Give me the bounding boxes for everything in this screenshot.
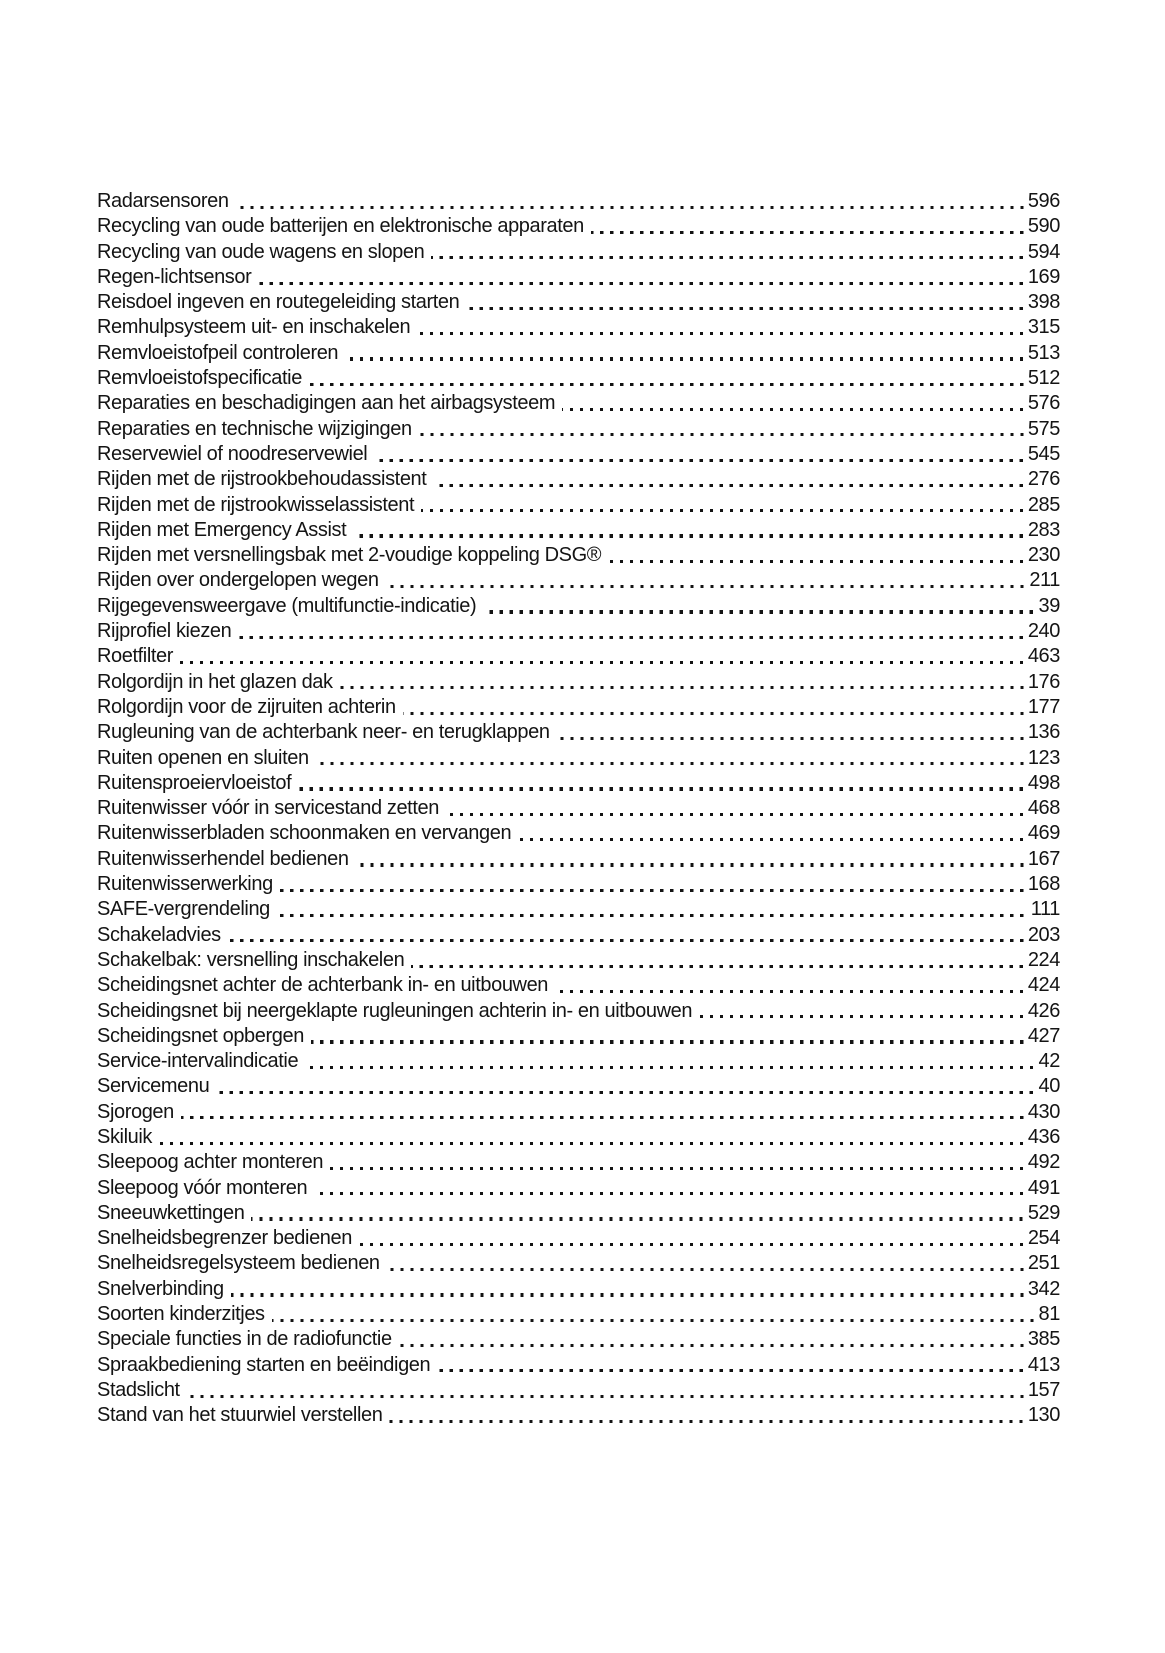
index-entry-page-number: 40 bbox=[1038, 1075, 1060, 1098]
index-entry-page-number: 42 bbox=[1038, 1050, 1060, 1073]
dot-leader bbox=[280, 889, 1025, 892]
dot-leader bbox=[238, 636, 1024, 639]
index-entry-page-number: 123 bbox=[1027, 746, 1060, 769]
index-entry-page-number: 342 bbox=[1027, 1277, 1060, 1300]
index-entry-title: Rijden met Emergency Assist bbox=[97, 518, 347, 541]
index-entry-row bbox=[97, 670, 1060, 695]
dot-leader bbox=[433, 484, 1024, 487]
dot-leader bbox=[181, 1116, 1025, 1119]
dot-leader bbox=[311, 1040, 1025, 1043]
index-entry-title: Sleepoog achter monteren bbox=[97, 1151, 324, 1174]
index-entry-page-number: 424 bbox=[1027, 974, 1060, 997]
index-entry-page-number: 512 bbox=[1027, 367, 1060, 390]
dot-leader bbox=[403, 712, 1025, 715]
index-entry-row bbox=[97, 1353, 1060, 1378]
dot-leader bbox=[399, 1344, 1025, 1347]
index-entry-row bbox=[97, 1024, 1060, 1049]
index-entry-page-number: 385 bbox=[1027, 1328, 1060, 1351]
dot-leader bbox=[228, 939, 1025, 942]
index-entry-row bbox=[97, 467, 1060, 492]
index-entry-page-number: 545 bbox=[1027, 442, 1060, 465]
dot-leader bbox=[305, 1066, 1035, 1069]
index-entry-title: Radarsensoren bbox=[97, 190, 229, 212]
index-entry-title: Snelverbinding bbox=[97, 1277, 224, 1300]
index-entry-row bbox=[97, 948, 1060, 973]
index-entry-title: Scheidingsnet bij neergeklapte rugleuningen achterin in- en uitbouwen bbox=[97, 999, 693, 1022]
index-entry-page-number: 251 bbox=[1027, 1252, 1060, 1275]
index-entry-page-number: 211 bbox=[1029, 569, 1060, 592]
index-entry-title: Regen-lichtsensor bbox=[97, 265, 252, 288]
index-entry-title: Reisdoel ingeven en routegeleiding starten bbox=[97, 291, 460, 314]
index-entry-page-number: 111 bbox=[1030, 898, 1060, 921]
dot-leader bbox=[387, 1268, 1025, 1271]
dot-leader bbox=[421, 509, 1025, 512]
index-entry-page-number: 276 bbox=[1027, 468, 1060, 491]
index-entry-title: Remvloeistofspecificatie bbox=[97, 367, 302, 390]
index-entry-title: Ruitensproeiervloeistof bbox=[97, 771, 292, 794]
index-entry-page-number: 436 bbox=[1027, 1125, 1060, 1148]
index-entry-row bbox=[97, 442, 1060, 467]
dot-leader bbox=[446, 813, 1025, 816]
index-entry-title: Rolgordijn in het glazen dak bbox=[97, 670, 333, 693]
index-entry-row bbox=[97, 214, 1060, 239]
dot-leader bbox=[555, 990, 1025, 993]
dot-leader bbox=[699, 1015, 1025, 1018]
dot-leader bbox=[518, 838, 1025, 841]
index-entry-row bbox=[97, 872, 1060, 897]
index-entry-row bbox=[97, 290, 1060, 315]
index-entry-page-number: 596 bbox=[1027, 190, 1060, 212]
index-entry-page-number: 81 bbox=[1038, 1303, 1060, 1326]
index-entry-row bbox=[97, 518, 1060, 543]
index-entry-page-number: 230 bbox=[1027, 544, 1060, 567]
dot-leader bbox=[277, 914, 1028, 917]
dot-leader bbox=[431, 256, 1024, 259]
dot-leader bbox=[316, 762, 1025, 765]
dot-leader bbox=[417, 332, 1025, 335]
index-entry-title: Sleepoog vóór monteren bbox=[97, 1176, 308, 1199]
index-entry-row bbox=[97, 341, 1060, 366]
index-entry-title: Ruitenwisserbladen schoonmaken en vervangen bbox=[97, 822, 512, 845]
index-entry-title: Schakelbak: versnelling inschakelen bbox=[97, 948, 405, 971]
index-entry-row bbox=[97, 619, 1060, 644]
index-entry-row bbox=[97, 543, 1060, 568]
dot-leader bbox=[356, 863, 1025, 866]
index-entry-page-number: 177 bbox=[1027, 695, 1060, 718]
index-entry-title: Roetfilter bbox=[97, 645, 174, 668]
index-entry-row bbox=[97, 695, 1060, 720]
index-entry-title: Rijgegevensweergave (multifunctie-indicatie) bbox=[97, 594, 477, 617]
index-entry-title: Rijden over ondergelopen wegen bbox=[97, 569, 379, 592]
index-entry-title: Reservewiel of noodreservewiel bbox=[97, 442, 368, 465]
index-entry-title: Scheidingsnet achter de achterbank in- en uitbouwen bbox=[97, 974, 549, 997]
dot-leader bbox=[216, 1091, 1035, 1094]
index-entry-page-number: 491 bbox=[1027, 1176, 1060, 1199]
index-entry-title: Snelheidsbegrenzer bedienen bbox=[97, 1227, 352, 1250]
index-entry-title: Rijden met de rijstrookbehoudassistent bbox=[97, 468, 427, 491]
index-entry-row bbox=[97, 1100, 1060, 1125]
index-entry-title: Rolgordijn voor de zijruiten achterin bbox=[97, 695, 396, 718]
index-entry-page-number: 39 bbox=[1038, 594, 1060, 617]
dot-leader bbox=[562, 408, 1025, 411]
index-entry-title: Rijden met versnellingsbak met 2-voudige koppeling DSG® bbox=[97, 544, 602, 567]
dot-leader bbox=[437, 1369, 1025, 1372]
index-entry-row bbox=[97, 240, 1060, 265]
index-entry-row bbox=[97, 1125, 1060, 1150]
dot-leader bbox=[419, 433, 1025, 436]
index-entry-page-number: 469 bbox=[1027, 822, 1060, 845]
index-entry-page-number: 427 bbox=[1027, 1024, 1060, 1047]
index-entry-row bbox=[97, 1201, 1060, 1226]
index-entry-row bbox=[97, 847, 1060, 872]
index-entry-page-number: 430 bbox=[1027, 1100, 1060, 1123]
index-entry-page-number: 168 bbox=[1027, 873, 1060, 896]
dot-leader bbox=[345, 357, 1025, 360]
index-entry-page-number: 240 bbox=[1027, 620, 1060, 643]
index-entry-title: Skiluik bbox=[97, 1125, 152, 1148]
index-entry-row bbox=[97, 1277, 1060, 1302]
index-entry-page-number: 498 bbox=[1027, 771, 1060, 794]
index-entry-page-number: 169 bbox=[1027, 265, 1060, 288]
index-entry-row bbox=[97, 923, 1060, 948]
dot-leader bbox=[374, 459, 1024, 462]
index-entry-page-number: 513 bbox=[1027, 341, 1060, 364]
dot-leader bbox=[359, 1243, 1025, 1246]
index-entry-title: Stadslicht bbox=[97, 1378, 180, 1401]
index-entry-row bbox=[97, 594, 1060, 619]
dot-leader bbox=[483, 610, 1035, 613]
index-entry-title: Ruitenwisser vóór in servicestand zetten bbox=[97, 797, 439, 820]
dot-leader bbox=[309, 383, 1025, 386]
dot-leader bbox=[298, 787, 1025, 790]
index-entry-title: Soorten kinderzitjes bbox=[97, 1303, 265, 1326]
index-entry-title: Ruitenwisserwerking bbox=[97, 873, 273, 896]
index-entry-row bbox=[97, 1226, 1060, 1251]
index-entry-page-number: 157 bbox=[1027, 1378, 1060, 1401]
index-entry-row bbox=[97, 973, 1060, 998]
index-entry-page-number: 285 bbox=[1027, 493, 1060, 516]
index-entry-page-number: 576 bbox=[1027, 392, 1060, 415]
index-entry-title: SAFE-vergrendeling bbox=[97, 898, 270, 921]
dot-leader bbox=[411, 965, 1025, 968]
index-entry-row bbox=[97, 1378, 1060, 1403]
index-entry-row bbox=[97, 1251, 1060, 1276]
index-entry-page-number: 167 bbox=[1027, 847, 1060, 870]
index-entry-title: Reparaties en technische wijzigingen bbox=[97, 417, 412, 440]
index-entry-page-number: 468 bbox=[1027, 797, 1060, 820]
index-entry-title: Reparaties en beschadigingen aan het airbagsysteem bbox=[97, 392, 556, 415]
index-entry-title: Remhulpsysteem uit- en inschakelen bbox=[97, 316, 411, 339]
index-entry-row bbox=[97, 821, 1060, 846]
index-entry-title: Rijprofiel kiezen bbox=[97, 620, 232, 643]
index-entry-row bbox=[97, 1074, 1060, 1099]
index-entry-row bbox=[97, 1302, 1060, 1327]
index-entry-row bbox=[97, 417, 1060, 442]
index-entry-row bbox=[97, 315, 1060, 340]
index-entry-page-number: 575 bbox=[1027, 417, 1060, 440]
dot-leader bbox=[187, 1395, 1025, 1398]
index-entry-page-number: 413 bbox=[1027, 1353, 1060, 1376]
index-entry-page-number: 492 bbox=[1027, 1151, 1060, 1174]
index-entry-row bbox=[97, 897, 1060, 922]
index-entry-title: Schakeladvies bbox=[97, 923, 221, 946]
index-entry-title: Spraakbediening starten en beëindigen bbox=[97, 1353, 431, 1376]
index-entry-list bbox=[97, 189, 1060, 1429]
index-entry-page-number: 130 bbox=[1027, 1404, 1060, 1427]
dot-leader bbox=[557, 737, 1025, 740]
index-entry-row bbox=[97, 568, 1060, 593]
index-entry-page-number: 176 bbox=[1027, 670, 1060, 693]
dot-leader bbox=[340, 686, 1025, 689]
index-entry-row bbox=[97, 1176, 1060, 1201]
index-entry-row bbox=[97, 265, 1060, 290]
dot-leader bbox=[258, 282, 1024, 285]
index-entry-title: Scheidingsnet opbergen bbox=[97, 1024, 304, 1047]
index-entry-title: Snelheidsregelsysteem bedienen bbox=[97, 1252, 380, 1275]
index-entry-title: Rijden met de rijstrookwisselassistent bbox=[97, 493, 415, 516]
index-entry-page-number: 463 bbox=[1027, 645, 1060, 668]
dot-leader bbox=[386, 585, 1027, 588]
dot-leader bbox=[330, 1167, 1025, 1170]
index-entry-title: Ruitenwisserhendel bedienen bbox=[97, 847, 349, 870]
dot-leader bbox=[251, 1217, 1024, 1220]
dot-leader bbox=[608, 560, 1025, 563]
index-entry-title: Sneeuwkettingen bbox=[97, 1201, 245, 1224]
index-entry-title: Rugleuning van de achterbank neer- en terugklappen bbox=[97, 721, 550, 744]
dot-leader bbox=[314, 1192, 1025, 1195]
index-entry-row bbox=[97, 999, 1060, 1024]
index-entry-title: Sjorogen bbox=[97, 1100, 174, 1123]
index-entry-row bbox=[97, 391, 1060, 416]
dot-leader bbox=[231, 1293, 1025, 1296]
index-entry-row bbox=[97, 1327, 1060, 1352]
index-entry-title: Recycling van oude batterijen en elektronische apparaten bbox=[97, 215, 584, 238]
dot-leader bbox=[272, 1319, 1036, 1322]
index-entry-page-number: 590 bbox=[1027, 215, 1060, 238]
index-entry-row bbox=[97, 771, 1060, 796]
index-entry-row bbox=[97, 796, 1060, 821]
index-entry-page-number: 315 bbox=[1027, 316, 1060, 339]
dot-leader bbox=[591, 231, 1025, 234]
index-entry-row bbox=[97, 1150, 1060, 1175]
index-entry-row bbox=[97, 366, 1060, 391]
dot-leader bbox=[466, 307, 1024, 310]
dot-leader bbox=[180, 661, 1025, 664]
index-entry-page-number: 594 bbox=[1027, 240, 1060, 263]
index-entry-row bbox=[97, 746, 1060, 771]
index-entry-page-number: 136 bbox=[1027, 721, 1060, 744]
index-entry-page-number: 398 bbox=[1027, 291, 1060, 314]
index-entry-title: Stand van het stuurwiel verstellen bbox=[97, 1404, 383, 1427]
index-entry-row bbox=[97, 493, 1060, 518]
dot-leader bbox=[389, 1420, 1024, 1423]
dot-leader bbox=[353, 534, 1025, 537]
index-entry-page-number: 224 bbox=[1027, 948, 1060, 971]
index-entry-title: Ruiten openen en sluiten bbox=[97, 746, 309, 769]
index-entry-page-number: 426 bbox=[1027, 999, 1060, 1022]
index-entry-title: Recycling van oude wagens en slopen bbox=[97, 240, 425, 263]
index-entry-page-number: 529 bbox=[1027, 1201, 1060, 1224]
index-entry-page-number: 254 bbox=[1027, 1227, 1060, 1250]
dot-leader bbox=[159, 1142, 1025, 1145]
index-entry-row bbox=[97, 644, 1060, 669]
index-entry-title: Servicemenu bbox=[97, 1075, 210, 1098]
index-entry-row bbox=[97, 1403, 1060, 1428]
index-entry-title: Remvloeistofpeil controleren bbox=[97, 341, 339, 364]
index-entry-title: Speciale functies in de radiofunctie bbox=[97, 1328, 392, 1351]
dot-leader bbox=[236, 206, 1025, 209]
index-entry-page-number: 283 bbox=[1027, 518, 1060, 541]
index-entry-page-number: 203 bbox=[1027, 923, 1060, 946]
index-entry-row bbox=[97, 1049, 1060, 1074]
index-entry-row bbox=[97, 189, 1060, 214]
index-entry-row bbox=[97, 720, 1060, 745]
index-entry-title: Service-intervalindicatie bbox=[97, 1050, 299, 1073]
